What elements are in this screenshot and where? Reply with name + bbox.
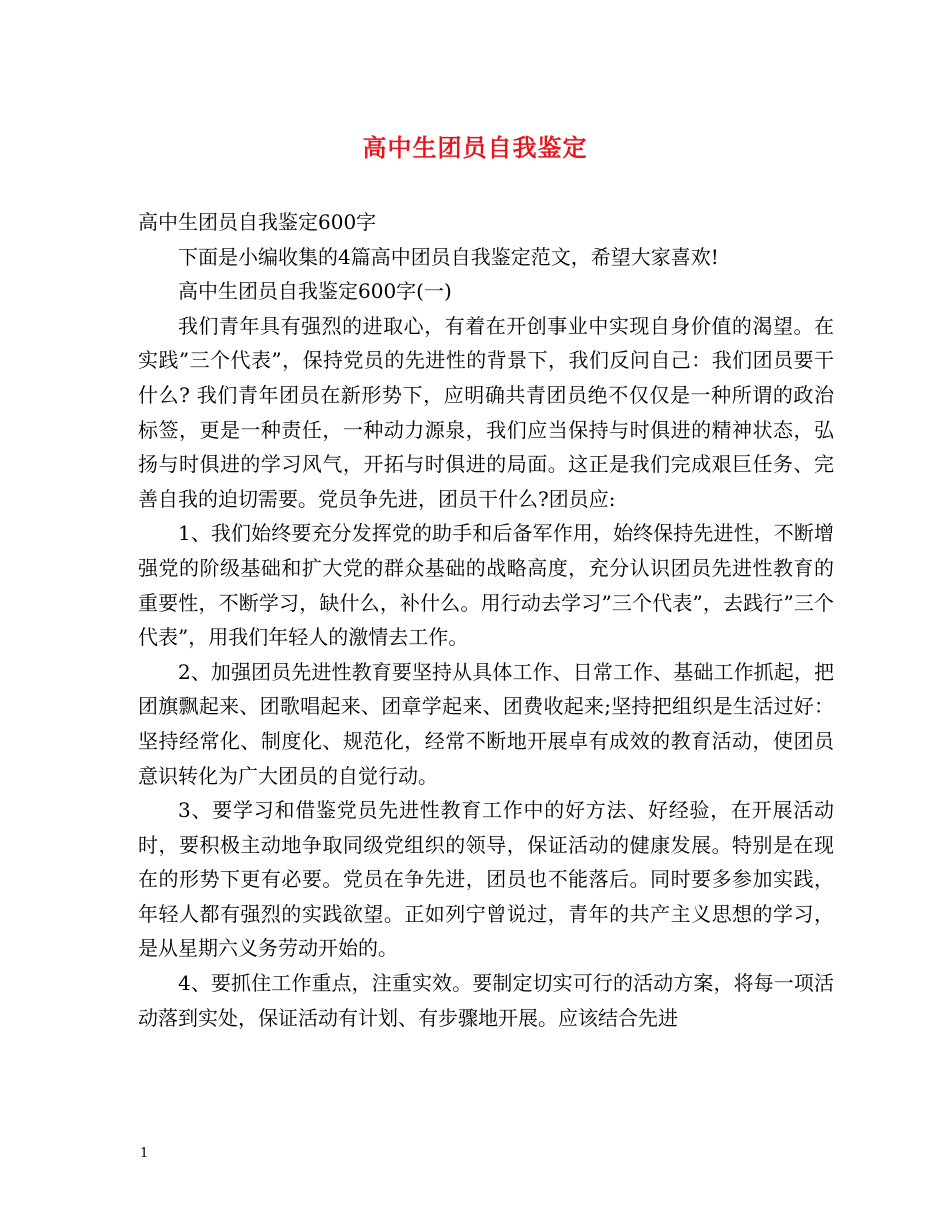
- body-paragraph-4: 3、要学习和借鉴党员先进性教育工作中的好方法、好经验，在开展活动时，要积极主动地争取同级党组织的领导，保证活动的健康发展。特别是在现在的形势下更有必要。党员在争先进，团员也不能落后。同时要多参加实践，年轻人都有强烈的实践欲望。正如列宁曾说过，青年的共产主义思想的学习，是从星期六义务劳动开始的。: [138, 798, 834, 961]
- body-paragraph-5: 4、要抓住工作重点，注重实效。要制定切实可行的活动方案，将每一项活动落到实处，保证活动有计划、有步骤地开展。应该结合先进: [138, 971, 834, 1030]
- body-paragraph-2: 1、我们始终要充分发挥党的助手和后备军作用，始终保持先进性，不断增强党的阶级基础和扩大党的群众基础的战略高度，充分认识团员先进性教育的重要性，不断学习，缺什么，补什么。用行动去学习”三个代表”，去践行”三个代表”，用我们年轻人的激情去工作。: [138, 521, 834, 650]
- intro-paragraph: 下面是小编收集的4篇高中团员自我鉴定范文，希望大家喜欢!: [178, 244, 719, 269]
- document-title: 高中生团员自我鉴定: [362, 133, 588, 162]
- document-body: [138, 205, 834, 1035]
- subtitle-paragraph: 高中生团员自我鉴定600字: [138, 210, 377, 234]
- section-heading: 高中生团员自我鉴定600字(一): [178, 279, 452, 304]
- body-paragraph-3: 2、加强团员先进性教育要坚持从具体工作、日常工作、基础工作抓起，把团旗飘起来、团歌唱起来、团章学起来、团费收起来;坚持把组织是生活过好：坚持经常化、制度化、规范化，经常不断地开展卓有成效的教育活动，使团员意识转化为广大团员的自觉行动。: [138, 659, 834, 788]
- body-paragraph-1: 我们青年具有强烈的进取心，有着在开创事业中实现自身价值的渴望。在实践”三个代表”，保持党员的先进性的背景下，我们反问自己：我们团员要干什么? 我们青年团员在新形势下，应明确共青团员绝不仅仅是一种所谓的政治标签，更是一种责任，一种动力源泉，我们应当保持与时俱进的精神状态，弘扬与时俱进的学习风气，开拓与时俱进的局面。这正是我们完成艰巨任务、完善自我的迫切需要。党员争先进，团员干什么?团员应:: [138, 313, 834, 511]
- page-number: 1: [140, 1146, 149, 1161]
